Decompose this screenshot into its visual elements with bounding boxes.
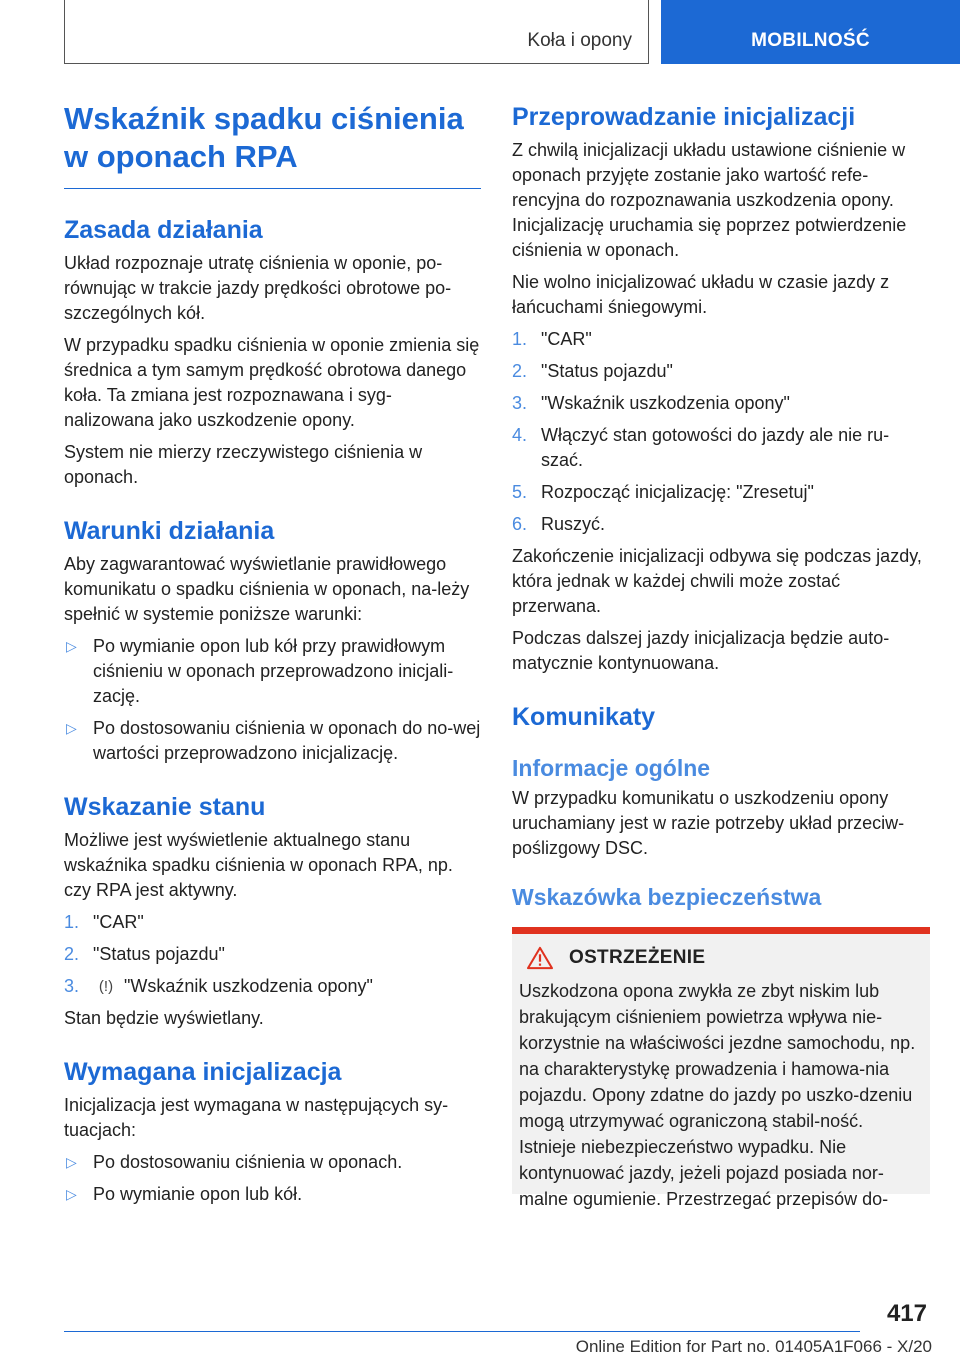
- paragraph: Aby zagwarantować wyświetlanie prawidłowego komunikatu o spadku ciśnienia w oponach, na-leży spełnić w systemie poniższe warunki:: [64, 554, 470, 624]
- footer-divider: [64, 1331, 860, 1332]
- left-column: [64, 100, 481, 1214]
- warning-box: [512, 934, 930, 1209]
- tyre-warning-icon: (!): [98, 978, 114, 995]
- heading-safety: Wskazówka bezpieczeństwa: [512, 884, 822, 910]
- paragraph: Z chwilą inicjalizacji układu ustawione ciśnienie w oponach przyjęte zostanie jako wartość refe-rencyjna do rozpoznawania uszkodzenia opony. Inicjalizację uruchamia się poprzez potwierdzenie ciśnienia w oponach.: [512, 140, 907, 260]
- triangle-bullet-icon: ▷: [66, 1154, 77, 1170]
- triangle-bullet-icon: ▷: [66, 720, 77, 736]
- heading-general: Informacje ogólne: [512, 755, 711, 781]
- heading-required: Wymagana inicjalizacja: [64, 1058, 342, 1086]
- paragraph: W przypadku komunikatu o uszkodzeniu opony uruchamiany jest w razie potrzeby układ przeciw-poślizgowy DSC.: [512, 788, 905, 858]
- heading-conditions: Warunki działania: [64, 517, 275, 545]
- bullet-list: [64, 634, 481, 766]
- paragraph: Stan będzie wyświetlany.: [64, 1008, 264, 1028]
- heading-status: Wskazanie stanu: [64, 793, 266, 821]
- paragraph: Układ rozpoznaje utratę ciśnienia w oponie, po-równując w trakcie jazdy prędkości obrotowe po-szczególnych kół.: [64, 253, 452, 323]
- page-number: 417: [886, 1300, 927, 1327]
- heading-init: Przeprowadzanie inicjalizacji: [512, 103, 856, 131]
- warning-triangle-icon: [525, 946, 555, 970]
- paragraph: Inicjalizacja jest wymagana w następujących sy-tuacjach:: [64, 1095, 449, 1140]
- warning-title: OSTRZEŻENIE: [569, 947, 706, 968]
- right-column: [512, 100, 930, 1209]
- chapter-tab[interactable]: [661, 0, 960, 64]
- step-list: [64, 910, 481, 999]
- paragraph: Zakończenie inicjalizacji odbywa się podczas jazdy, która jednak w każdej chwili może zostać przerwana.: [512, 546, 922, 616]
- heading-principle: Zasada działania: [64, 216, 263, 244]
- list-item: ▷ Po dostosowaniu ciśnienia w oponach.: [64, 1150, 481, 1175]
- bullet-list: [64, 1150, 481, 1207]
- list-item: 3. (!) "Wskaźnik uszkodzenia opony": [64, 974, 481, 999]
- paragraph: W przypadku spadku ciśnienia w oponie zmienia się średnica a tym samym prędkość obrotowa danego koła. Ta zmiana jest rozpoznawana i syg-nalizowana jako uszkodzenie opony.: [64, 335, 480, 430]
- paragraph: Nie wolno inicjalizować układu w czasie jazdy z łańcuchami śniegowymi.: [512, 272, 890, 317]
- list-item: 1. "CAR": [64, 912, 144, 932]
- section-title: Koła i opony: [527, 30, 632, 51]
- list-item: 4. Włączyć stan gotowości do jazdy ale nie ru-szać.: [512, 425, 890, 470]
- warning-text: Uszkodzona opona zwykła ze zbyt niskim lub brakującym ciśnieniem powietrza wpływa nie-korzystnie na właściwości jezdne samochodu, np. na charakterystykę prowadzenia i hamowa-nia pojazdu. Opony zdatne do jazdy po uszko-dzeniu mogą utrzymywać ograniczoną stabil-ność. Istnieje niebezpieczeństwo wypadku. Nie kontynuować jazdy, jeżeli pojazd posiada nor-malne ogumienie. Przestrzegać przepisów do-: [519, 981, 916, 1209]
- list-item: 6. Ruszyć.: [512, 514, 606, 534]
- paragraph: Możliwe jest wyświetlenie aktualnego stanu wskaźnika spadku ciśnienia w oponach RPA, np. czy RPA jest aktywny.: [64, 830, 453, 900]
- paragraph: Podczas dalszej jazdy inicjalizacja będzie auto-matycznie kontynuowana.: [512, 628, 890, 673]
- list-item: 2. "Status pojazdu": [64, 944, 225, 964]
- list-item: ▷ Po dostosowaniu ciśnienia w oponach do no-wej wartości przeprowadzono inicjalizację.: [66, 718, 481, 763]
- list-item: ▷ Po wymianie opon lub kół.: [64, 1182, 481, 1207]
- list-item: 5. Rozpocząć inicjalizację: "Zresetuj": [512, 482, 814, 502]
- header-box: [64, 0, 649, 64]
- heading-messages: Komunikaty: [512, 703, 656, 731]
- list-item: 1. "CAR": [512, 329, 592, 349]
- page-title: Wskaźnik spadku ciśnienia w oponach RPA: [64, 100, 481, 189]
- triangle-bullet-icon: ▷: [66, 1186, 77, 1202]
- warning-header: [525, 946, 923, 970]
- list-item: 3. "Wskaźnik uszkodzenia opony": [512, 393, 790, 413]
- step-list: [512, 327, 930, 537]
- list-item: 2. "Status pojazdu": [512, 361, 673, 381]
- triangle-bullet-icon: ▷: [66, 638, 77, 654]
- list-item: ▷ Po wymianie opon lub kół przy prawidłowym ciśnieniu w oponach przeprowadzono inicjali-zację.: [66, 636, 454, 706]
- paragraph: System nie mierzy rzeczywistego ciśnienia w oponach.: [64, 442, 423, 487]
- footer-edition: Online Edition for Part no. 01405A1F066 - X/20: [575, 1337, 932, 1356]
- chapter-label: MOBILNOŚĆ: [751, 30, 870, 51]
- warning-bar: [512, 927, 930, 934]
